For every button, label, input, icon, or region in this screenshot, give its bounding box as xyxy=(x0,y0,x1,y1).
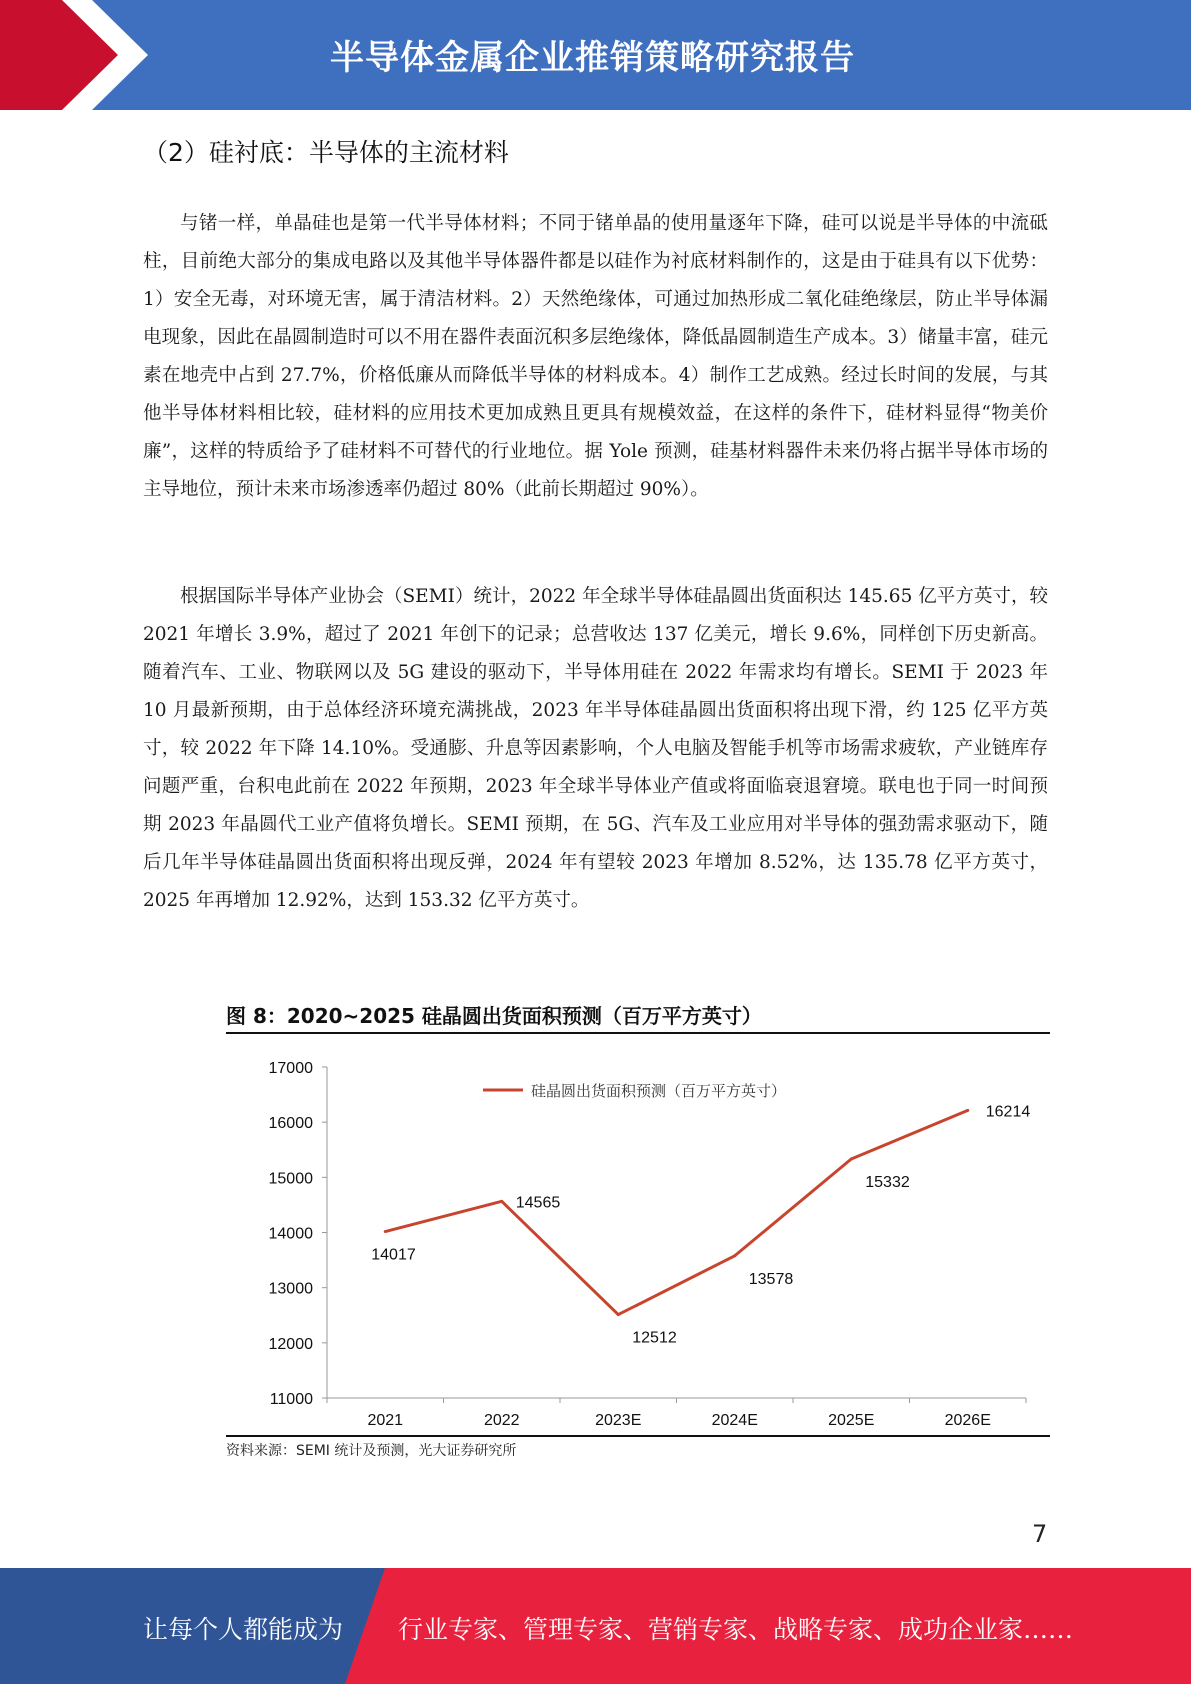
y-tick-label: 15000 xyxy=(268,1170,313,1188)
legend-label: 硅晶圆出货面积预测（百万平方英寸） xyxy=(531,1082,787,1100)
section-title: （2）硅衬底：半导体的主流材料 xyxy=(143,138,509,167)
data-label: 13578 xyxy=(748,1270,794,1288)
page-footer xyxy=(0,1568,1191,1684)
report-title: 半导体金属企业推销策略研究报告 xyxy=(330,38,855,78)
figure-title: 图 8：2020~2025 硅晶圆出货面积预测（百万平方英寸） xyxy=(226,1004,762,1028)
body-paragraph-2: 根据国际半导体产业协会（SEMI）统计，2022 年全球半导体硅晶圆出货面积达 145.65 亿平方英寸，较 2021 年增长 3.9%，超过了 2021 年创下的记录；总营收达 137 亿美元，增长 9.6%，同样创下历史新高。随着汽车、工业、物联网以及 5G 建设的驱动下，半导体用硅在 2022 年需求均有增长。SEMI 于 2023 年 10 月最新预期，由于总体经济环境充满挑战，2023 年半导体硅晶圆出货面积将出现下滑，约 125 亿平方英寸，较 2022 年下降 14.10%。受通膨、升息等因素影响，个人电脑及智能手机等市场需求疲软，产业链库存问题严重，台积电此前在 2022 年预期，2023 年全球半导体业产值或将面临衰退窘境。联电也于同一时间预期 2023 年晶圆代工业产值将负增长。SEMI 预期，在 5G、汽车及工业应用对半导体的强劲需求驱动下，随后几年半导体硅晶圆出货面积将出现反弹，2024 年有望较 2023 年增加 8.52%，达 135.78 亿平方英寸，2025 年再增加 12.92%，达到 153.32 亿平方英寸。 xyxy=(143,586,1048,911)
page-header xyxy=(0,0,1191,110)
x-tick-label: 2026E xyxy=(944,1412,991,1429)
figure-top-rule xyxy=(226,1032,1050,1034)
data-label: 15332 xyxy=(865,1174,910,1192)
data-label: 12512 xyxy=(632,1329,677,1347)
data-label: 14565 xyxy=(515,1194,561,1212)
line-chart xyxy=(226,1040,1050,1435)
y-tick-label: 12000 xyxy=(268,1335,313,1353)
y-tick-label: 13000 xyxy=(268,1280,313,1298)
figure-bottom-rule xyxy=(226,1435,1050,1437)
footer-slogan-left: 让每个人都能成为 xyxy=(143,1615,344,1644)
data-point xyxy=(733,1254,736,1257)
page-number: 7 xyxy=(1032,1520,1048,1548)
y-tick-label: 14000 xyxy=(268,1225,313,1243)
x-tick-label: 2021 xyxy=(367,1412,404,1429)
body-paragraph-1: 与锗一样，单晶硅也是第一代半导体材料；不同于锗单晶的使用量逐年下降，硅可以说是半导体的中流砥柱，目前绝大部分的集成电路以及其他半导体器件都是以硅作为衬底材料制作的，这是由于硅具有以下优势：1）安全无毒，对环境无害，属于清洁材料。2）天然绝缘体，可通过加热形成二氧化硅绝缘层，防止半导体漏电现象，因此在晶圆制造时可以不用在器件表面沉积多层绝缘体，降低晶圆制造生产成本。3）储量丰富，硅元素在地壳中占到 27.7%，价格低廉从而降低半导体的材料成本。4）制作工艺成熟。经过长时间的发展，与其他半导体材料相比较，硅材料的应用技术更加成熟且更具有规模效益，在这样的条件下，硅材料显得“物美价廉”，这样的特质给予了硅材料不可替代的行业地位。据 Yole 预测，硅基材料器件未来仍将占据半导体市场的主导地位，预计未来市场渗透率仍超过 80%（此前长期超过 90%）。 xyxy=(143,213,1048,500)
y-tick-label: 17000 xyxy=(268,1060,313,1077)
data-point xyxy=(384,1230,387,1233)
data-point xyxy=(617,1313,620,1316)
data-point xyxy=(850,1158,853,1161)
data-label: 16214 xyxy=(985,1103,1031,1121)
x-tick-label: 2022 xyxy=(483,1412,520,1429)
figure-source: 资料来源：SEMI 统计及预测，光大证券研究所 xyxy=(226,1443,517,1459)
footer-slogan-right: 行业专家、管理专家、营销专家、战略专家、成功企业家…… xyxy=(398,1615,1074,1644)
series-line xyxy=(385,1110,968,1314)
x-tick-label: 2023E xyxy=(595,1412,642,1429)
data-point xyxy=(966,1109,969,1112)
y-tick-label: 11000 xyxy=(269,1391,313,1408)
y-tick-label: 16000 xyxy=(268,1115,313,1133)
header-arrow-decoration xyxy=(0,0,200,110)
data-point xyxy=(500,1200,503,1203)
x-tick-label: 2025E xyxy=(828,1412,875,1429)
data-label: 14017 xyxy=(371,1246,416,1264)
x-tick-label: 2024E xyxy=(711,1412,758,1429)
